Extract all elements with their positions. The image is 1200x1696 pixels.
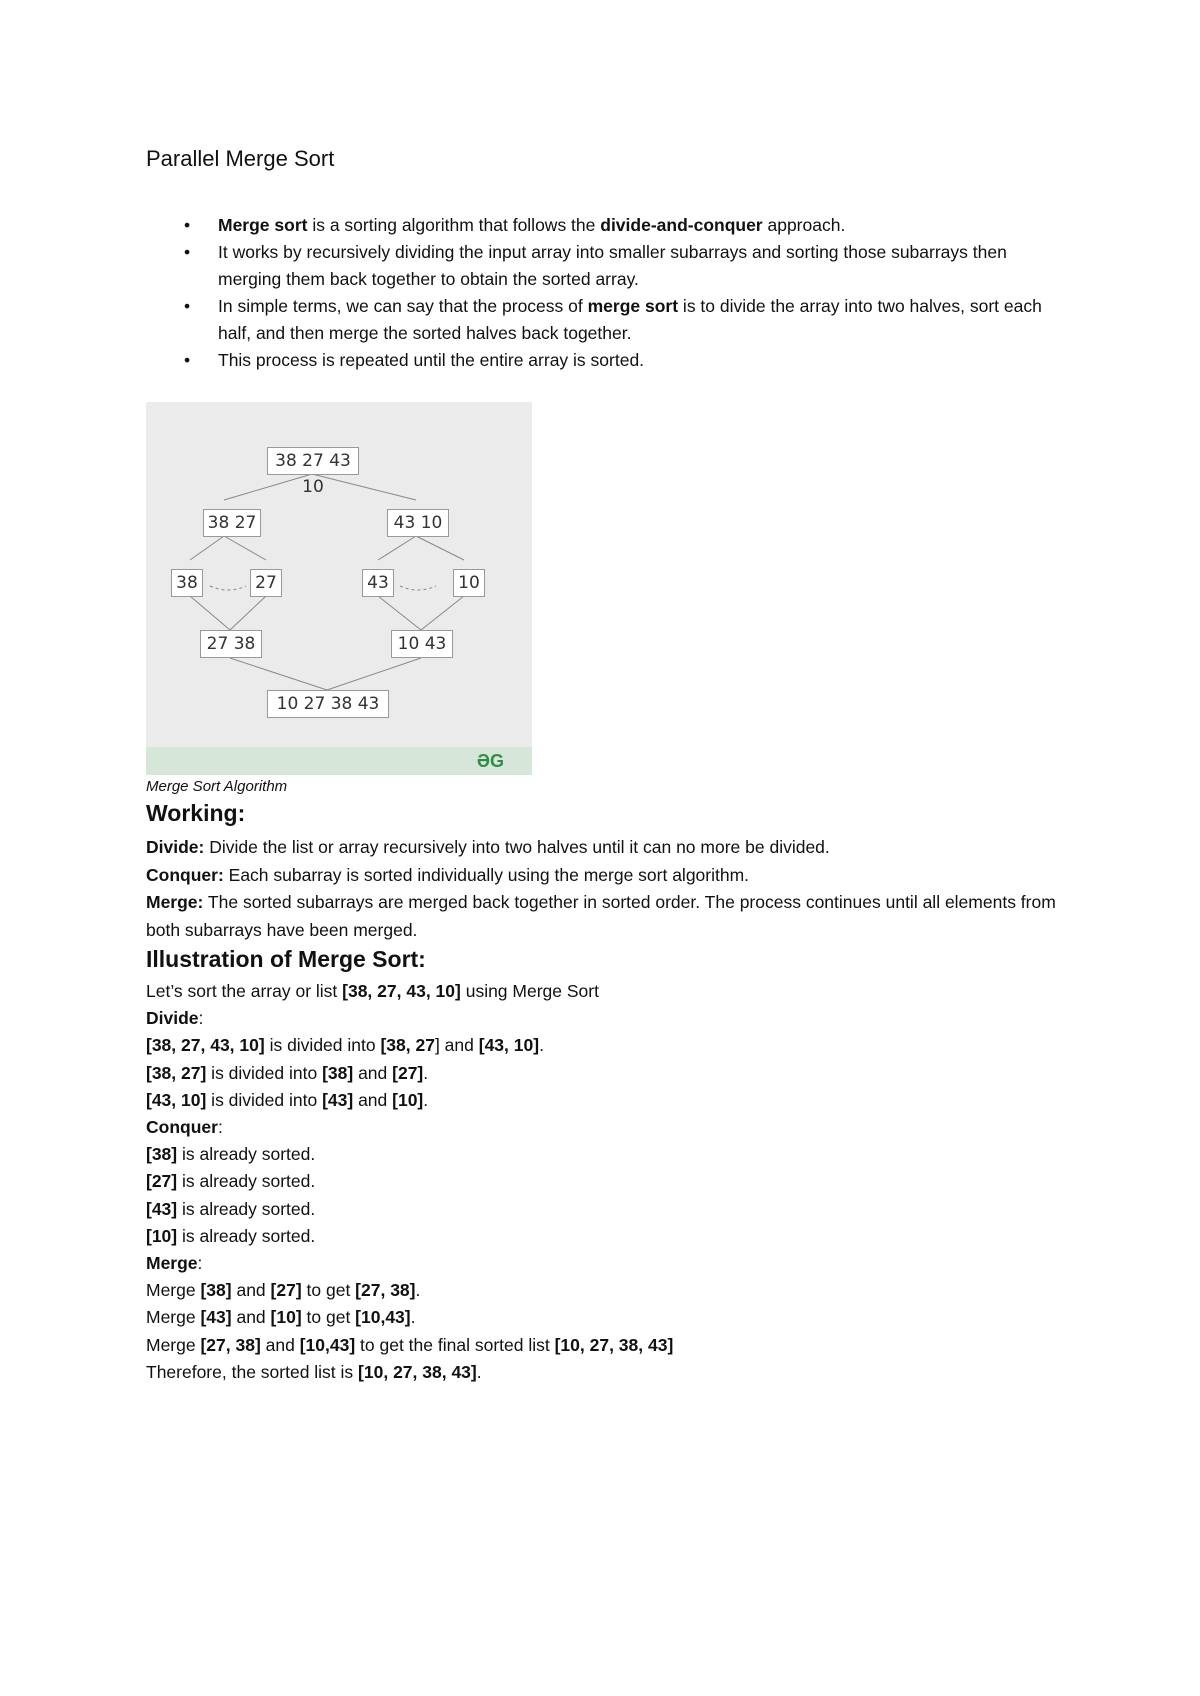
text-run: Therefore, the sorted list is bbox=[146, 1361, 359, 1382]
left-half: 38 27 bbox=[203, 509, 261, 537]
bold-text: [38] bbox=[146, 1144, 178, 1165]
working-item bbox=[146, 862, 1066, 890]
bold-text: [43] bbox=[322, 1089, 354, 1110]
bold-text: Conquer bbox=[146, 1117, 218, 1138]
text-run: . bbox=[423, 1062, 429, 1083]
text-run: . bbox=[423, 1089, 429, 1110]
illustration-line bbox=[146, 1168, 1066, 1195]
text-run: . bbox=[410, 1307, 416, 1328]
text-run: is divided into bbox=[206, 1089, 323, 1110]
bold-text: [10] bbox=[270, 1307, 302, 1328]
bold-text: [43] bbox=[146, 1198, 178, 1219]
merged-left: 27 38 bbox=[200, 630, 262, 658]
illustration-line bbox=[146, 1332, 1066, 1359]
bold-text: Merge sort bbox=[218, 215, 308, 235]
text-run: Merge bbox=[146, 1307, 201, 1328]
bullet-icon: • bbox=[184, 296, 191, 316]
text-run: . bbox=[476, 1361, 482, 1382]
illustration-line bbox=[146, 1359, 1066, 1386]
bullet-icon: • bbox=[184, 242, 191, 262]
text-run: It works by recursively dividing the input array into smaller subarrays and sorting those subarrays then merging them back together to obtain the sorted array. bbox=[218, 242, 1007, 289]
bold-text: [27] bbox=[392, 1062, 424, 1083]
illustration-line bbox=[146, 1277, 1066, 1304]
bullet-icon: • bbox=[184, 350, 191, 370]
text-run: is already sorted. bbox=[177, 1144, 316, 1165]
bullet-item bbox=[146, 293, 1046, 347]
illustration-line bbox=[146, 1141, 1066, 1168]
text-run: . bbox=[539, 1035, 544, 1056]
leaf-10: 10 bbox=[453, 569, 485, 597]
working-item bbox=[146, 889, 1066, 944]
illustration-line bbox=[146, 1114, 1066, 1141]
text-run: Merge bbox=[146, 1280, 201, 1301]
right-half: 43 10 bbox=[387, 509, 449, 537]
text-run: is divided into bbox=[264, 1035, 381, 1056]
text-run: : bbox=[197, 1253, 203, 1274]
leaf-43: 43 bbox=[362, 569, 394, 597]
bold-text: [38] bbox=[322, 1062, 354, 1083]
intro-bullet-list bbox=[146, 212, 1046, 374]
bold-text: [10, 27, 38, 43] bbox=[358, 1361, 477, 1382]
merge-sort-diagram bbox=[146, 402, 532, 775]
working-label: Conquer: bbox=[146, 864, 224, 885]
leaf-27: 27 bbox=[250, 569, 282, 597]
merged-right: 10 43 bbox=[391, 630, 453, 658]
bold-text: merge sort bbox=[587, 296, 679, 316]
illustration-line bbox=[146, 1196, 1066, 1223]
working-text: The sorted subarrays are merged back together in sorted order. The process continues until all elements from both subarrays have been merged. bbox=[146, 892, 1056, 940]
bold-text: [38, 27 bbox=[380, 1035, 435, 1056]
bold-text: [38, 27, 43, 10] bbox=[342, 981, 461, 1001]
working-label: Divide: bbox=[146, 837, 205, 857]
illustration-line bbox=[146, 1304, 1066, 1331]
working-heading: Working: bbox=[146, 800, 246, 826]
working-list bbox=[146, 834, 1066, 944]
page-title: Parallel Merge Sort bbox=[146, 146, 335, 171]
text-run: approach. bbox=[762, 215, 846, 235]
working-text: Divide the list or array recursively into two halves until it can no more be divided. bbox=[204, 837, 830, 857]
text-run: Merge bbox=[146, 1334, 201, 1355]
bold-text: [10,43] bbox=[355, 1307, 411, 1328]
bold-text: [43, 10] bbox=[478, 1035, 540, 1056]
text-run: : bbox=[217, 1117, 223, 1138]
bullet-icon: • bbox=[184, 215, 191, 235]
text-run: In simple terms, we can say that the process of bbox=[218, 296, 588, 316]
text-run: is already sorted. bbox=[177, 1171, 316, 1192]
text-run: is already sorted. bbox=[177, 1225, 316, 1246]
bold-text: [10] bbox=[146, 1225, 178, 1246]
text-run: and bbox=[260, 1334, 300, 1355]
illustration-line bbox=[146, 1005, 1066, 1032]
text-run: and bbox=[231, 1280, 271, 1301]
bold-text: [38] bbox=[200, 1280, 232, 1301]
illustration-line bbox=[146, 1087, 1066, 1114]
text-run: to get bbox=[301, 1307, 356, 1328]
diagram-footer bbox=[146, 747, 532, 775]
leaf-38: 38 bbox=[171, 569, 203, 597]
text-run: is to divide the array into two halves, sort each half, and then merge the sorted halves back together. bbox=[218, 296, 1042, 343]
bullet-item bbox=[146, 347, 1046, 374]
illustration-heading: Illustration of Merge Sort: bbox=[146, 946, 426, 972]
illustration-line bbox=[146, 1223, 1066, 1250]
text-run: and bbox=[353, 1062, 393, 1083]
text-run: and bbox=[353, 1089, 393, 1110]
text-run: is divided into bbox=[206, 1062, 323, 1083]
text-run: is a sorting algorithm that follows the bbox=[307, 215, 601, 235]
text-run: and bbox=[231, 1307, 271, 1328]
bold-text: Merge bbox=[146, 1253, 198, 1274]
text-run: Let’s sort the array or list bbox=[146, 981, 343, 1001]
text-run: ] and bbox=[434, 1035, 479, 1056]
root-array: 38 27 43 10 bbox=[267, 447, 359, 475]
bold-text: [27] bbox=[146, 1171, 178, 1192]
bold-text: [27, 38] bbox=[355, 1280, 416, 1301]
bold-text: [43, 10] bbox=[146, 1089, 207, 1110]
illustration-line bbox=[146, 978, 1066, 1005]
bold-text: [38, 27, 43, 10] bbox=[146, 1035, 265, 1056]
illustration-line bbox=[146, 1032, 1066, 1059]
figure-caption: Merge Sort Algorithm bbox=[146, 778, 288, 795]
final-sorted-array: 10 27 38 43 bbox=[267, 690, 389, 718]
text-run: . bbox=[415, 1280, 421, 1301]
bold-text: divide-and-conquer bbox=[600, 215, 763, 235]
text-run: to get bbox=[301, 1280, 356, 1301]
text-run: to get the final sorted list bbox=[355, 1334, 555, 1355]
bullet-item bbox=[146, 212, 1046, 239]
text-run: using Merge Sort bbox=[460, 981, 599, 1001]
bold-text: [10, 27, 38, 43] bbox=[554, 1334, 674, 1355]
bold-text: Divide bbox=[146, 1008, 199, 1029]
illustration-line bbox=[146, 1060, 1066, 1087]
bold-text: [10,43] bbox=[299, 1334, 356, 1355]
bold-text: [38, 27] bbox=[146, 1062, 207, 1083]
bold-text: [27, 38] bbox=[200, 1334, 261, 1355]
working-text: Each subarray is sorted individually using the merge sort algorithm. bbox=[223, 864, 750, 885]
illustration-lines bbox=[146, 978, 1066, 1386]
bold-text: [27] bbox=[270, 1280, 302, 1301]
bold-text: [10] bbox=[392, 1089, 424, 1110]
text-run: is already sorted. bbox=[177, 1198, 316, 1219]
text-run: : bbox=[198, 1008, 204, 1029]
bullet-item bbox=[146, 239, 1046, 293]
gfg-logo: ƏG bbox=[476, 751, 504, 771]
bold-text: [43] bbox=[200, 1307, 232, 1328]
working-label: Merge: bbox=[146, 892, 204, 912]
illustration-line bbox=[146, 1250, 1066, 1277]
text-run: This process is repeated until the entire array is sorted. bbox=[218, 350, 645, 370]
working-item bbox=[146, 834, 1066, 862]
